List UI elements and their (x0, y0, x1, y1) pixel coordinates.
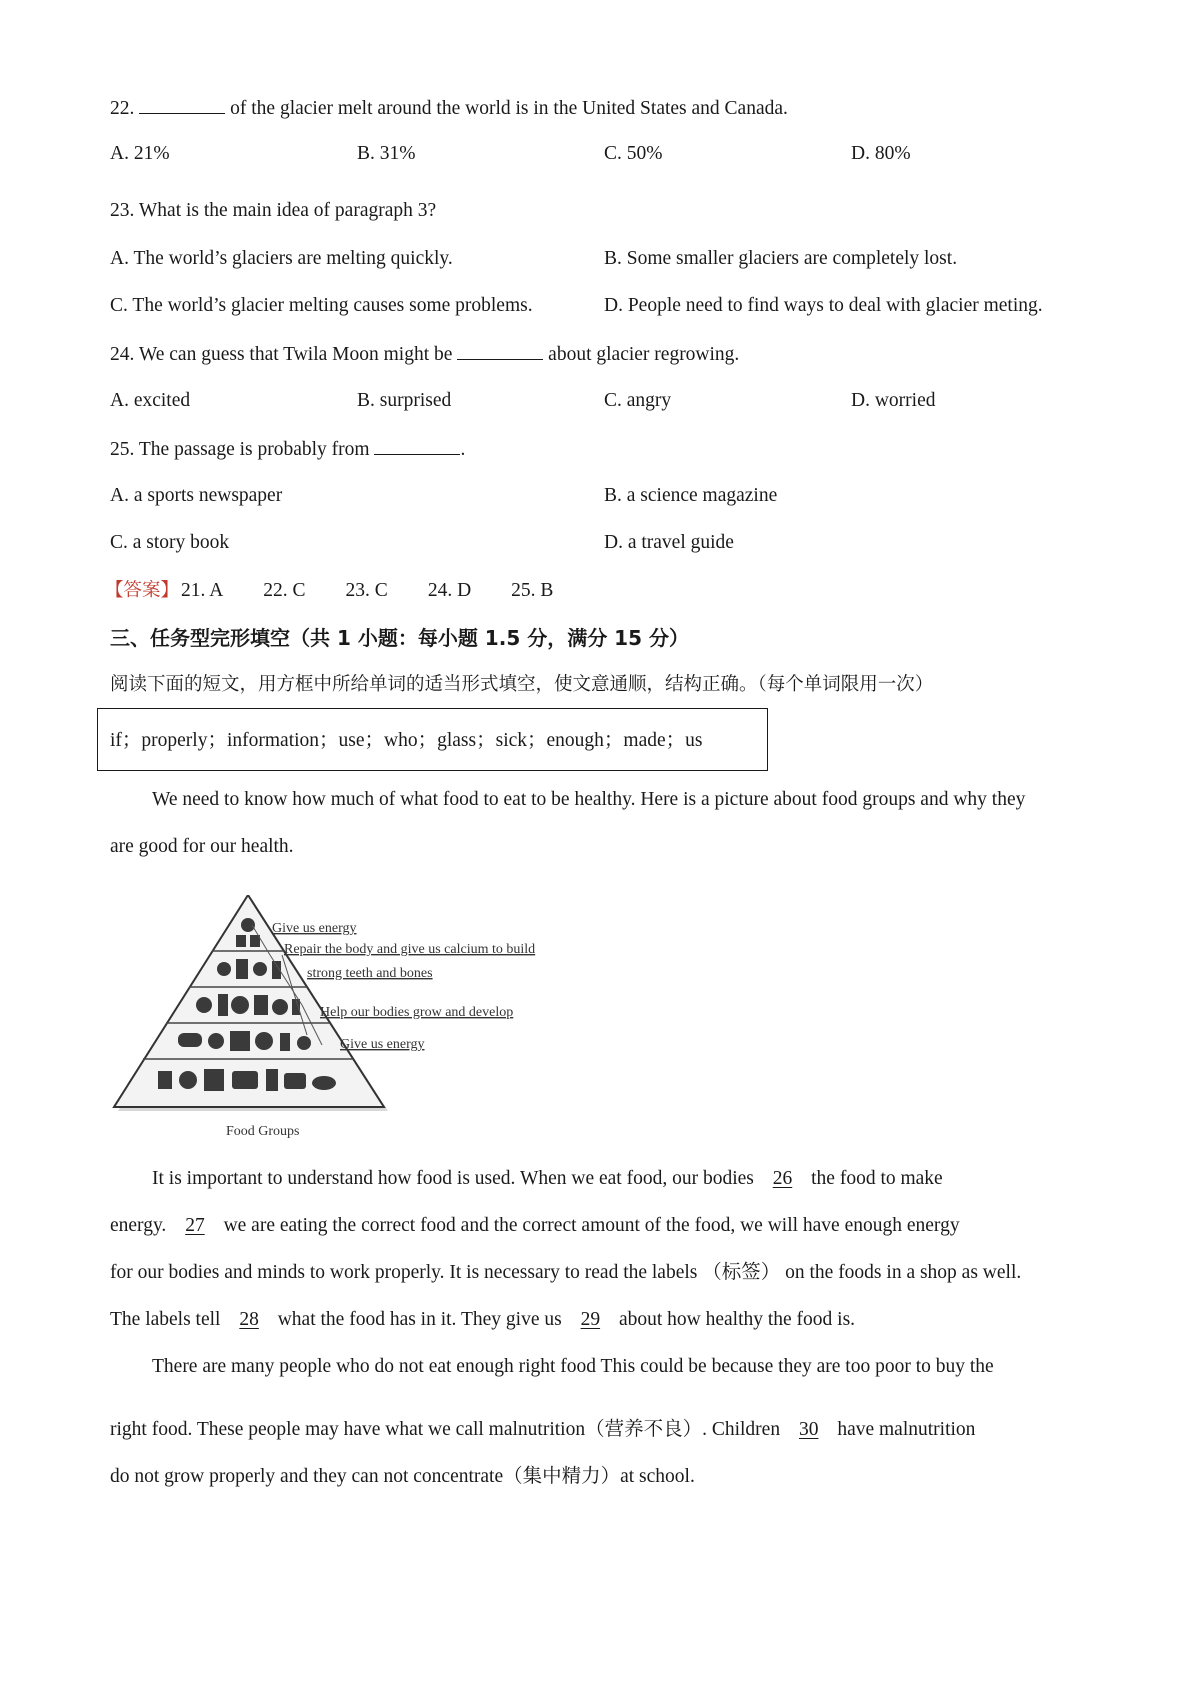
blank-28: 28 (239, 1309, 259, 1330)
question-23-stem: 23. What is the main idea of paragraph 3? (110, 200, 437, 221)
q23-option-c: C. The world’s glacier melting causes some problems. (110, 295, 533, 316)
answer-21: 21. A (181, 580, 224, 601)
section-heading: 三、任务型完形填空（共 1 小题：每小题 1.5 分，满分 15 分） (110, 626, 689, 650)
q23-option-a: A. The world’s glaciers are melting quickly. (110, 248, 453, 269)
q24-option-d: D. worried (851, 390, 936, 411)
passage-p3-line3: do not grow properly and they can not concentrate（集中精力）at school. (110, 1466, 695, 1487)
food-icon (208, 1033, 224, 1049)
p2-l4-mid: what the food has in it. They give us (272, 1309, 567, 1330)
passage-p2-line4 (110, 1308, 855, 1332)
q25-blank (374, 436, 460, 455)
food-icon (218, 994, 228, 1016)
food-icon (178, 1033, 202, 1047)
passage-p2-line2 (110, 1214, 960, 1238)
q22-stem-post: of the glacier melt around the world is in the United States and Canada. (225, 98, 788, 119)
answer-22: 22. C (263, 580, 306, 601)
answer-23: 23. C (345, 580, 388, 601)
q22-option-c: C. 50% (604, 143, 663, 164)
q22-stem-pre: 22. (110, 98, 140, 119)
food-icon (196, 997, 212, 1013)
p2-l2-pre: energy. (110, 1215, 172, 1236)
food-icon (280, 1033, 290, 1051)
answer-key (105, 579, 553, 603)
q25-option-d: D. a travel guide (604, 532, 734, 553)
p2-l4-post: about how healthy the food is. (614, 1309, 856, 1330)
food-icon (236, 959, 248, 979)
pyramid-label-1: Give us energy (272, 921, 357, 936)
food-icon (236, 935, 246, 947)
q25-stem-pre: 25. The passage is probably from (110, 439, 375, 460)
passage-p2-line3: for our bodies and minds to work properly. It is necessary to read the labels （标签） on the foods in a shop as well. (110, 1262, 1022, 1283)
food-icon (254, 995, 268, 1015)
passage-p1-line2: are good for our health. (110, 836, 294, 857)
answer-key-label: 【答案】 (105, 580, 180, 601)
passage-p2-line1 (152, 1167, 943, 1191)
word-bank-text: if；properly；information；use；who；glass；sick；enough；made；us (110, 730, 703, 751)
q23-option-b: B. Some smaller glaciers are completely lost. (604, 248, 958, 269)
food-pyramid-figure (112, 895, 602, 1145)
blank-30: 30 (798, 1419, 819, 1440)
figure-caption: Food Groups (226, 1124, 300, 1139)
word-bank-box (97, 708, 768, 771)
pyramid-label-5: Give us energy (340, 1037, 425, 1052)
q24-blank (457, 341, 543, 360)
p3-l2-post: have malnutrition (832, 1419, 976, 1440)
q24-option-c: C. angry (604, 390, 672, 411)
blank-27: 27 (185, 1215, 205, 1236)
q24-stem-pre: 24. We can guess that Twila Moon might be (110, 344, 458, 365)
q25-option-b: B. a science magazine (604, 485, 778, 506)
pyramid-label-3: strong teeth and bones (307, 966, 433, 981)
food-icon (230, 1031, 250, 1051)
pyramid-label-4: Help our bodies grow and develop (320, 1005, 514, 1020)
question-24-stem (110, 341, 739, 367)
p2-l1-post: the food to make (806, 1168, 943, 1189)
q22-option-a: A. 21% (110, 143, 170, 164)
pyramid-label-2: Repair the body and give us calcium to build (284, 942, 536, 957)
food-icon (232, 1071, 258, 1089)
p3-l2-pre: right food. These people may have what we call malnutrition（营养不良）. Children (110, 1419, 785, 1440)
q24-option-b: B. surprised (357, 390, 452, 411)
q24-option-a: A. excited (110, 390, 191, 411)
question-22-stem (110, 95, 788, 121)
q25-option-c: C. a story book (110, 532, 230, 553)
passage-p1-line1: We need to know how much of what food to eat to be healthy. Here is a picture about food groups and why they (152, 789, 1026, 810)
food-icon (231, 996, 249, 1014)
passage-p3-line1: There are many people who do not eat enough right food This could be because they are too poor to buy the (152, 1356, 994, 1377)
q22-option-d: D. 80% (851, 143, 911, 164)
q23-option-d: D. People need to find ways to deal with glacier meting. (604, 295, 1043, 316)
food-icon (266, 1069, 278, 1091)
q22-blank (139, 95, 225, 114)
q24-stem-post: about glacier regrowing. (543, 344, 740, 365)
p2-l1-pre: It is important to understand how food is used. When we eat food, our bodies (152, 1168, 759, 1189)
food-icon (297, 1036, 311, 1050)
answer-24: 24. D (427, 580, 472, 601)
food-icon (241, 918, 255, 932)
blank-26: 26 (772, 1168, 793, 1189)
food-icon (255, 1032, 273, 1050)
section-instruction: 阅读下面的短文，用方框中所给单词的适当形式填空，使文意通顺，结构正确。（每个单词限用一次） (110, 674, 934, 695)
question-25-stem (110, 436, 465, 462)
p2-l2-post: we are eating the correct food and the correct amount of the food, we will have enough energy (218, 1215, 960, 1236)
blank-29: 29 (580, 1309, 601, 1330)
q25-stem-post: . (460, 439, 466, 460)
p2-l4-pre: The labels tell (110, 1309, 226, 1330)
food-icon (253, 962, 267, 976)
food-icon (204, 1069, 224, 1091)
answer-25: 25. B (511, 580, 554, 601)
food-icon (179, 1071, 197, 1089)
food-icon (312, 1076, 336, 1090)
q22-option-b: B. 31% (357, 143, 416, 164)
food-icon (284, 1073, 306, 1089)
food-icon (158, 1071, 172, 1089)
food-icon (272, 999, 288, 1015)
passage-p3-line2 (110, 1418, 975, 1442)
q25-option-a: A. a sports newspaper (110, 485, 283, 506)
food-icon (217, 962, 231, 976)
